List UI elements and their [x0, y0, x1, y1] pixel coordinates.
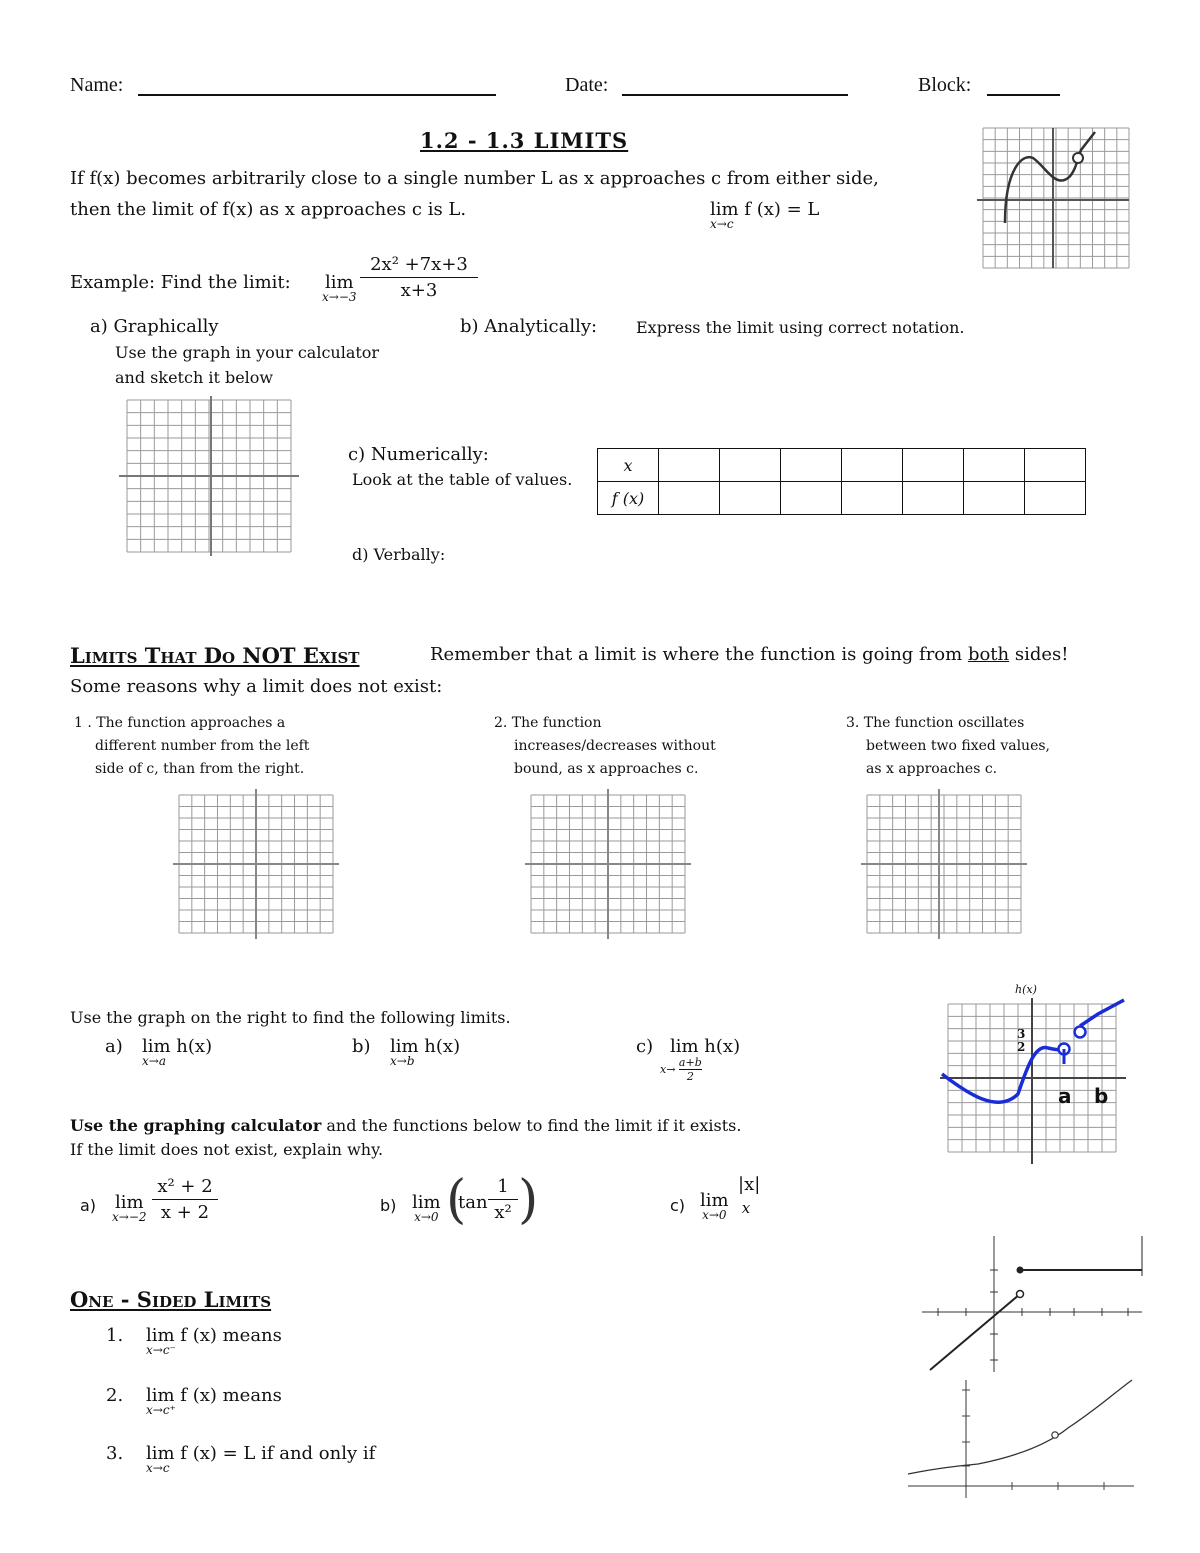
hgraph-c-sub — [660, 1056, 702, 1083]
dne-remember-both: both — [967, 644, 1010, 665]
calc-a-lim-word: lim — [114, 1192, 144, 1213]
verbally-label: d) Verbally: — [352, 545, 446, 564]
calc-b-lim-word: lim — [412, 1192, 441, 1213]
table-cell[interactable] — [659, 449, 720, 482]
hgraph-tick-a: a — [1058, 1084, 1072, 1108]
calc-a-lim — [112, 1192, 147, 1224]
table-header-fx: f (x) — [598, 482, 659, 515]
calc-b-lim-sub: x→0 — [414, 1210, 439, 1224]
hgraph-title: h(x) — [1015, 983, 1037, 996]
definition-notation — [710, 199, 819, 231]
name-label: Name: — [70, 74, 124, 96]
calc-c-den: x — [741, 1199, 751, 1217]
date-field[interactable] — [622, 94, 848, 96]
example-denominator: x+3 — [400, 280, 438, 301]
definition-notation-top: lim f (x) = L — [710, 199, 820, 220]
definition-line-1: If f(x) becomes arbitrarily close to a single number L as x approaches c from either side, — [70, 168, 879, 189]
calc-a-label: a) — [80, 1196, 97, 1215]
calc-a-lim-sub: x→−2 — [112, 1210, 147, 1224]
table-cell[interactable] — [720, 482, 781, 515]
page-title: 1.2 - 1.3 LIMITS — [420, 128, 629, 153]
calc-b-paren-right: ) — [518, 1170, 539, 1230]
reason-1-line-2: different number from the left — [95, 738, 310, 754]
reason-2-line-2: increases/decreases without — [514, 738, 716, 754]
table-cell[interactable] — [720, 449, 781, 482]
numerically-label: c) Numerically: — [348, 444, 489, 465]
hgraph-c-sub-num: a+b — [678, 1056, 702, 1069]
reason-2-grid[interactable] — [531, 795, 685, 933]
table-cell[interactable] — [1025, 482, 1086, 515]
graphically-instruction-2: and sketch it below — [115, 368, 274, 387]
definition-graph — [983, 128, 1129, 268]
calc-line-1-rest: and the functions below to find the limit if it exists. — [321, 1116, 742, 1135]
hgraph-c-label: c) — [636, 1036, 654, 1057]
hgraph-a-lim-text: lim h(x) — [142, 1036, 213, 1057]
calc-c-lim-sub: x→0 — [702, 1208, 727, 1222]
onesided-2-lim-sub: x→c⁺ — [146, 1403, 176, 1417]
calc-c-num: |x| — [738, 1174, 761, 1195]
example-lim — [322, 272, 357, 304]
onesided-1-lim — [146, 1325, 282, 1357]
analytically-label: b) Analytically: — [460, 316, 598, 337]
table-cell[interactable] — [842, 482, 903, 515]
reason-1-line-3: side of c, than from the right. — [95, 761, 305, 777]
curve-graph — [908, 1380, 1134, 1500]
example-lim-sub: x→−3 — [322, 290, 357, 304]
table-cell[interactable] — [659, 482, 720, 515]
calc-b-den: x² — [494, 1202, 512, 1223]
calc-line-1 — [70, 1116, 741, 1135]
hgraph-intro: Use the graph on the right to find the following limits. — [70, 1008, 511, 1027]
hgraph-b-lim — [390, 1036, 460, 1068]
table-cell[interactable] — [903, 482, 964, 515]
calc-line-2: If the limit does not exist, explain why. — [70, 1140, 384, 1159]
calc-b-fraction — [488, 1176, 518, 1223]
calc-b-lim — [412, 1192, 441, 1224]
calc-a-den: x + 2 — [160, 1202, 210, 1223]
calc-b-paren-left: ( — [446, 1170, 467, 1230]
table-row-fx — [598, 482, 1086, 515]
table-cell[interactable] — [964, 449, 1025, 482]
table-cell[interactable] — [842, 449, 903, 482]
dne-remember-post: sides! — [1009, 644, 1069, 665]
calc-b-tan: tan — [458, 1192, 488, 1213]
calc-c-fraction — [734, 1174, 761, 1217]
graphically-label: a) Graphically — [90, 316, 219, 337]
calc-b-label: b) — [380, 1196, 397, 1215]
table-row-x — [598, 449, 1086, 482]
block-field[interactable] — [987, 94, 1060, 96]
hgraph-c-sub-den: 2 — [686, 1070, 694, 1083]
onesided-1-lim-text: lim f (x) means — [146, 1325, 282, 1346]
onesided-3-lim-text: lim f (x) = L if and only if — [146, 1443, 376, 1464]
definition-line-2: then the limit of f(x) as x approaches c is L. — [70, 199, 467, 220]
hgraph-tick-b: b — [1094, 1084, 1109, 1108]
calc-line-1-bold: Use the graphing calculator — [70, 1116, 322, 1135]
reason-1-grid[interactable] — [179, 795, 333, 933]
hgraph-b-lim-text: lim h(x) — [390, 1036, 461, 1057]
dne-heading: Limits That Do NOT Exist — [70, 643, 360, 668]
table-cell[interactable] — [903, 449, 964, 482]
onesided-3-lim — [146, 1443, 375, 1475]
table-header-x: x — [598, 449, 659, 482]
graphically-instruction-1: Use the graph in your calculator — [115, 343, 380, 362]
calc-c-label: c) — [670, 1196, 686, 1215]
example-label: Example: Find the limit: — [70, 272, 291, 293]
example-numerator: 2x² +7x+3 — [360, 254, 478, 278]
reason-3-line-2: between two fixed values, — [866, 738, 1050, 754]
reason-1-line-1: 1 . The function approaches a — [74, 715, 286, 731]
values-table — [597, 448, 1086, 515]
calc-c-lim — [700, 1190, 729, 1222]
onesided-2-num: 2. — [106, 1385, 124, 1406]
onesided-heading: One - Sided Limits — [70, 1287, 272, 1312]
reason-2-line-3: bound, as x approaches c. — [514, 761, 699, 777]
hgraph-a-lim-sub: x→a — [142, 1054, 166, 1068]
definition-notation-sub: x→c — [710, 217, 734, 231]
hgraph-b-label: b) — [352, 1036, 371, 1057]
example-lim-word: lim — [324, 272, 354, 293]
onesided-2-lim-text: lim f (x) means — [146, 1385, 282, 1406]
block-label: Block: — [918, 74, 972, 96]
hgraph-tick-2: 2 — [1017, 1040, 1026, 1054]
table-cell[interactable] — [781, 482, 842, 515]
table-cell[interactable] — [964, 482, 1025, 515]
sketch-grid[interactable] — [127, 400, 291, 552]
analytically-instruction: Express the limit using correct notation. — [636, 318, 965, 337]
example-fraction — [360, 254, 478, 301]
calc-b-num: 1 — [488, 1176, 518, 1200]
reason-3-grid[interactable] — [867, 795, 1021, 933]
dne-reasons: Some reasons why a limit does not exist: — [70, 676, 443, 697]
hgraph-tick-3: 3 — [1017, 1027, 1026, 1041]
onesided-1-num: 1. — [106, 1325, 124, 1346]
calc-a-num: x² + 2 — [152, 1176, 218, 1200]
onesided-3-num: 3. — [106, 1443, 124, 1464]
hgraph-c-lim: lim h(x) — [670, 1036, 741, 1057]
date-label: Date: — [565, 74, 609, 96]
hgraph-a-label: a) — [105, 1036, 123, 1057]
table-cell[interactable] — [781, 449, 842, 482]
numerically-instruction: Look at the table of values. — [352, 470, 573, 489]
calc-a-fraction — [152, 1176, 218, 1223]
onesided-3-lim-sub: x→c — [146, 1461, 170, 1475]
reason-3-line-1: 3. The function oscillates — [846, 715, 1025, 731]
reason-2-line-1: 2. The function — [494, 715, 602, 731]
piecewise-graph — [922, 1236, 1142, 1376]
hgraph-b-lim-sub: x→b — [390, 1054, 415, 1068]
hgraph-c-sub-pre: x→ — [660, 1063, 676, 1076]
dne-remember-pre: Remember that a limit is where the function is going from — [430, 644, 968, 665]
onesided-2-lim — [146, 1385, 282, 1417]
calc-c-lim-word: lim — [700, 1190, 729, 1211]
hgraph-a-lim — [142, 1036, 212, 1068]
name-field[interactable] — [138, 94, 496, 96]
reason-3-line-3: as x approaches c. — [866, 761, 998, 777]
hgraph — [948, 1004, 1116, 1152]
onesided-1-lim-sub: x→c⁻ — [146, 1343, 176, 1357]
dne-remember — [430, 644, 1069, 665]
table-cell[interactable] — [1025, 449, 1086, 482]
